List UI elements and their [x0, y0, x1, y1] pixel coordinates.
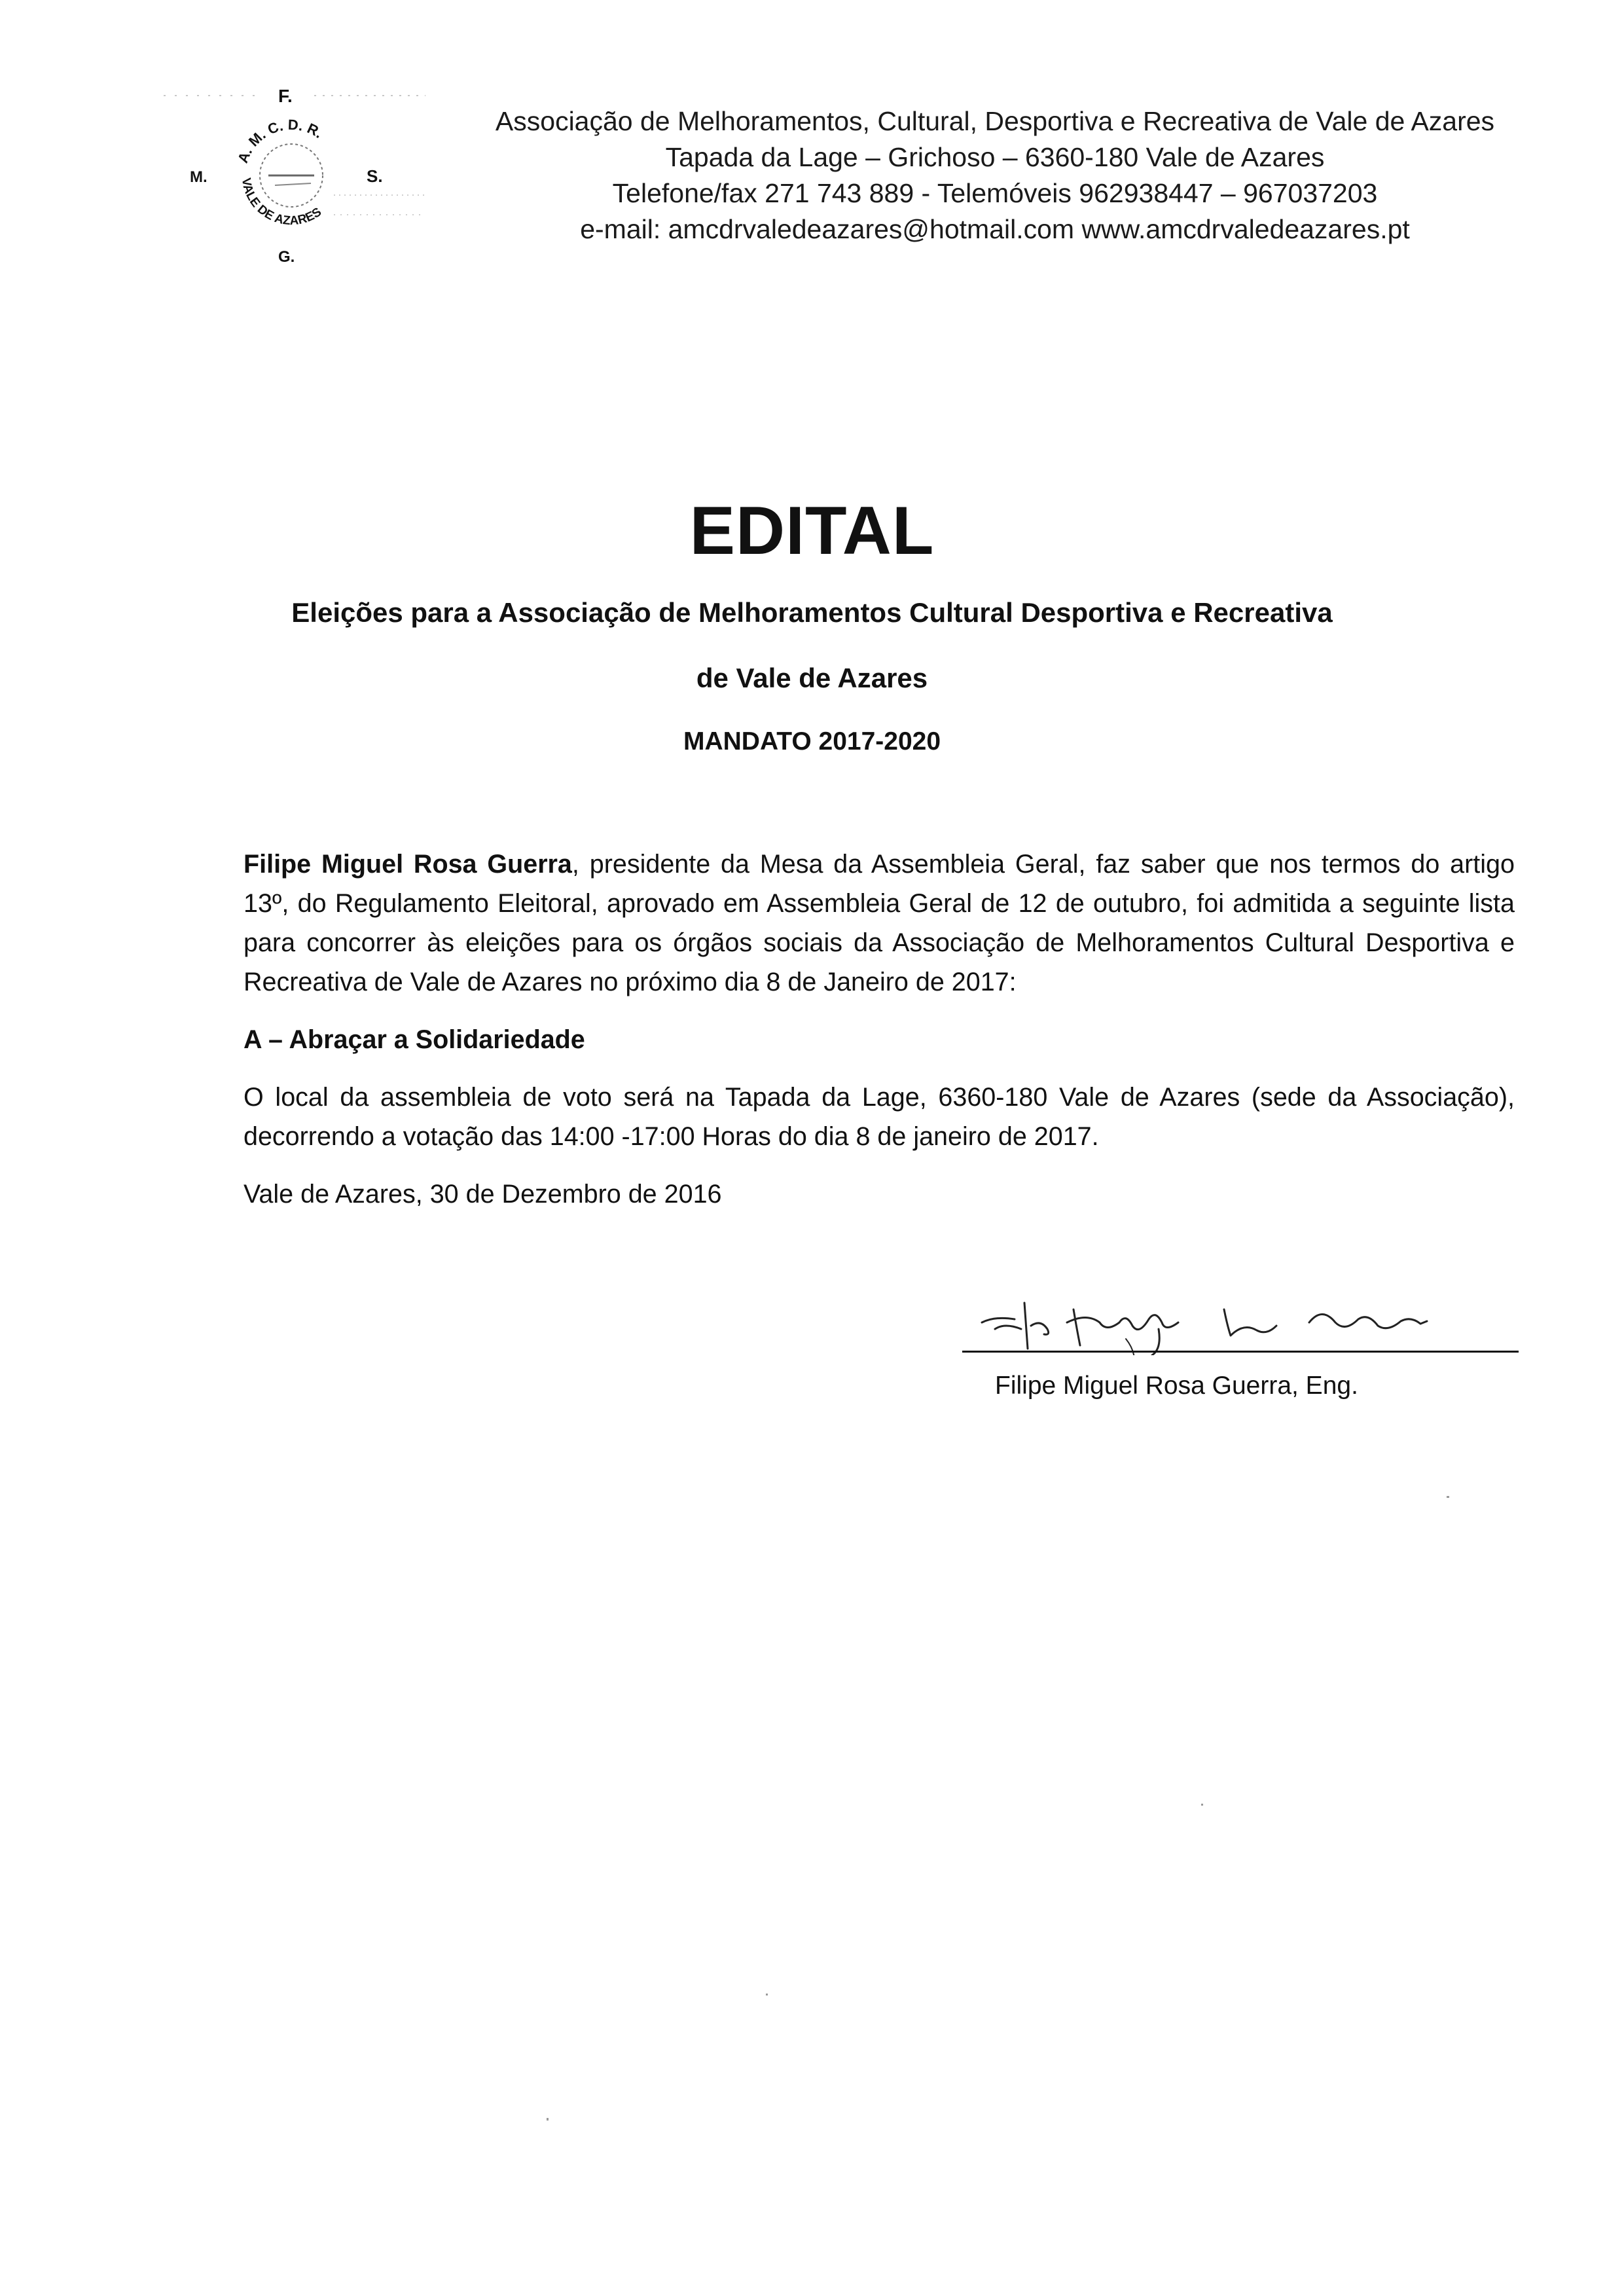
- subtitle-line-1: Eleições para a Associação de Melhoramentos Cultural Desportiva e Recreativa: [291, 597, 1333, 628]
- header-contact: e-mail: amcdrvaledeazares@hotmail.com www.amcdrvaledeazares.pt: [580, 214, 1410, 244]
- logo-ring-top: A. M. C. D. R.: [234, 116, 327, 166]
- logo-letter-f: F.: [278, 86, 293, 106]
- announcement-paragraph: [244, 845, 1515, 1002]
- signatory-name: Filipe Miguel Rosa Guerra, Eng.: [995, 1372, 1358, 1400]
- header-address: Tapada da Lage – Grichoso – 6360-180 Vale de Azares: [665, 142, 1325, 172]
- president-name: Filipe Miguel Rosa Guerra: [244, 850, 572, 879]
- letterhead: [445, 103, 1545, 247]
- scan-speck: [547, 2118, 549, 2121]
- header-association-name: Associação de Melhoramentos, Cultural, Desportiva e Recreativa de Vale de Azares: [495, 106, 1495, 136]
- scan-speck: [766, 1994, 768, 1995]
- signature-line: [962, 1351, 1519, 1353]
- notice-body: [244, 845, 1515, 1214]
- logo-letter-g: G.: [278, 248, 295, 266]
- place-and-date: Vale de Azares, 30 de Dezembro de 2016: [244, 1180, 722, 1209]
- subtitle-line-2: de Vale de Azares: [696, 663, 928, 693]
- announcement-text: , presidente da Mesa da Assembleia Geral, faz saber que nos termos do artigo 13º, do Regulamento Eleitoral, aprovado em Assembleia Geral de 12 de outubro, foi admitida a seguinte lista para concorrer às eleições para os órgãos sociais da Associação de Melhoramentos Cultural Desportiva e Recreativa de Vale de Azares no próximo dia 8 de Janeiro de 2017:: [244, 850, 1515, 996]
- scan-speck: [1447, 1496, 1449, 1498]
- association-logo: [164, 77, 432, 274]
- handwritten-signature: [969, 1283, 1532, 1355]
- scan-speck: [1201, 1804, 1203, 1806]
- logo-letter-s: S.: [367, 166, 383, 186]
- logo-ring-bottom: VALE DE AZARES: [238, 177, 325, 228]
- header-phones: Telefone/fax 271 743 889 - Telemóveis 962938447 – 967037203: [612, 178, 1378, 208]
- voting-location-paragraph: O local da assembleia de voto será na Tapada da Lage, 6360-180 Vale de Azares (sede da Associação), decorrendo a votação das 14:00 -17:00 Horas do dia 8 de janeiro de 2017.: [244, 1083, 1515, 1151]
- candidate-list: A – Abraçar a Solidariedade: [244, 1025, 585, 1054]
- mandate-period: MANDATO 2017-2020: [683, 727, 941, 756]
- document-title: EDITAL: [689, 493, 935, 569]
- logo-letter-m: M.: [190, 168, 208, 186]
